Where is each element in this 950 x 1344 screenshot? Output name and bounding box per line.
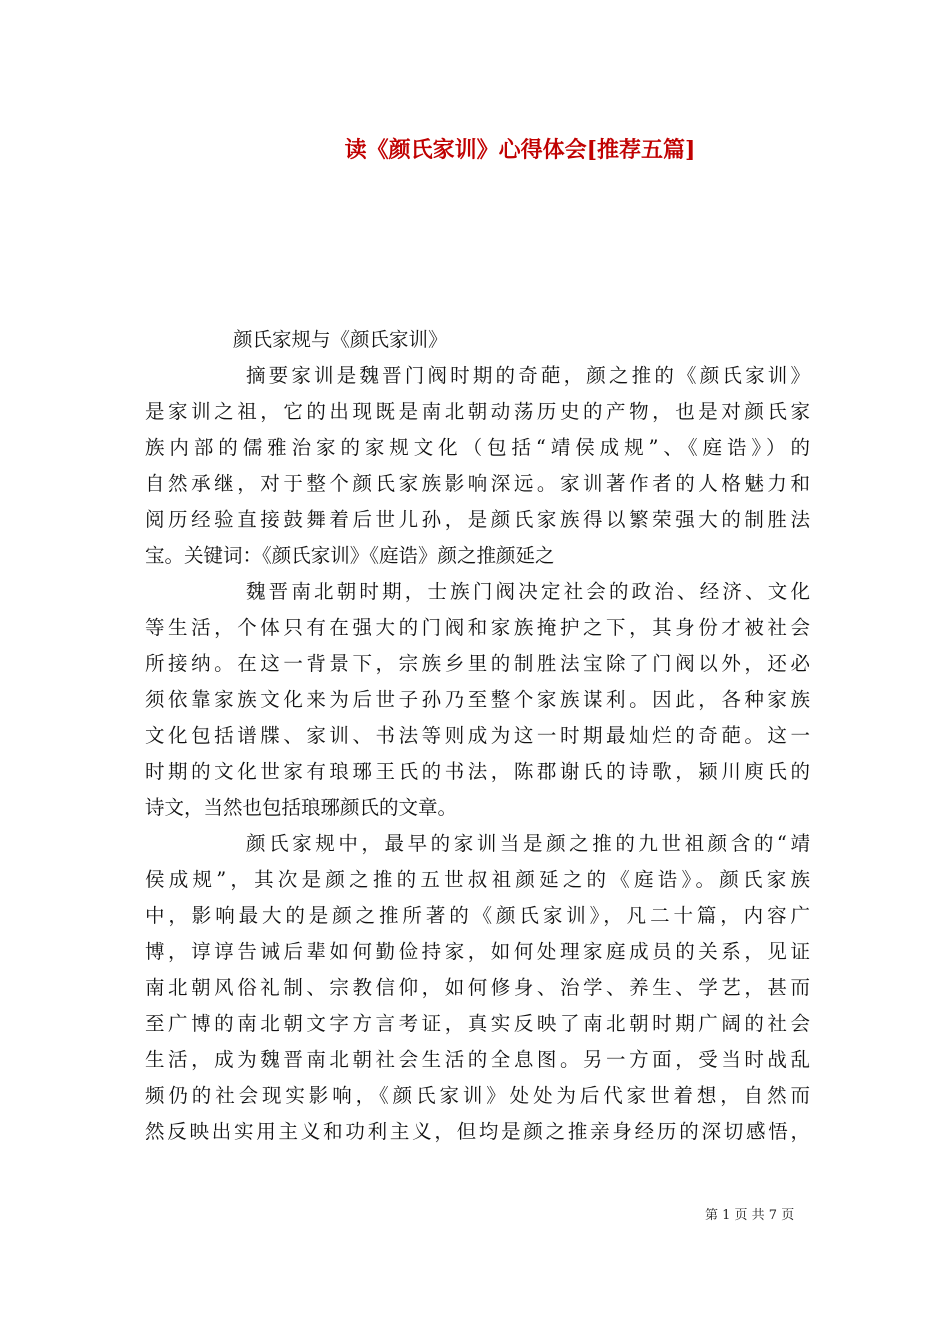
paragraph-line: 至广博的南北朝文字方言考证，真实反映了南北朝时期广阔的社会 [145, 1012, 810, 1035]
paragraph-line: 阅历经验直接鼓舞着后世儿孙，是颜氏家族得以繁荣强大的制胜法 [145, 508, 810, 531]
paragraph-line: 时期的文化世家有琅琊王氏的书法，陈郡谢氏的诗歌，颍川庾氏的 [145, 760, 810, 783]
paragraph-line: 文化包括谱牒、家训、书法等则成为这一时期最灿烂的奇葩。这一 [145, 724, 810, 747]
paragraph-line: 须依靠家族文化来为后世子孙乃至整个家族谋利。因此，各种家族 [145, 688, 810, 711]
paragraph-line: 族内部的儒雅治家的家规文化（包括“靖侯成规”、《庭诰》）的 [145, 436, 810, 459]
paragraph-line: 侯成规”，其次是颜之推的五世叔祖颜延之的《庭诰》。颜氏家族 [145, 868, 810, 891]
section-heading: 颜氏家规与《颜氏家训》 [233, 328, 448, 351]
paragraph-line: 中，影响最大的是颜之推所著的《颜氏家训》，凡二十篇，内容广 [145, 904, 810, 927]
paragraph-line: 诗文，当然也包括琅琊颜氏的文章。 [145, 796, 458, 819]
paragraph-line: 宝。关键词：《颜氏家训》《庭诰》颜之推颜延之 [145, 544, 555, 567]
document-body [145, 322, 810, 1150]
paragraph-line: 摘要家训是魏晋门阀时期的奇葩，颜之推的《颜氏家训》 [246, 364, 810, 387]
paragraph-line: 颜氏家规中，最早的家训当是颜之推的九世祖颜含的“靖 [246, 832, 810, 855]
paragraph-line: 魏晋南北朝时期，士族门阀决定社会的政治、经济、文化 [246, 580, 810, 603]
paragraph-line: 博，谆谆告诫后辈如何勤俭持家，如何处理家庭成员的关系，见证 [145, 940, 810, 963]
paragraph-line: 所接纳。在这一背景下，宗族乡里的制胜法宝除了门阀以外，还必 [145, 652, 810, 675]
paragraph-line: 然反映出实用主义和功利主义，但均是颜之推亲身经历的深切感悟， [145, 1120, 810, 1143]
paragraph-line: 自然承继，对于整个颜氏家族影响深远。家训著作者的人格魅力和 [145, 472, 810, 495]
paragraph-line: 频仍的社会现实影响，《颜氏家训》处处为后代家世着想，自然而 [145, 1084, 810, 1107]
page-number-footer: 第 1 页 共 7 页 [705, 1208, 795, 1223]
document-title: 读《颜氏家训》心得体会[推荐五篇] [344, 137, 696, 163]
paragraph-line: 生活，成为魏晋南北朝社会生活的全息图。另一方面，受当时战乱 [145, 1048, 810, 1071]
paragraph-line: 等生活，个体只有在强大的门阀和家族掩护之下，其身份才被社会 [145, 616, 810, 639]
paragraph-line: 南北朝风俗礼制、宗教信仰，如何修身、治学、养生、学艺，甚而 [145, 976, 810, 999]
paragraph-line: 是家训之祖，它的出现既是南北朝动荡历史的产物，也是对颜氏家 [145, 400, 810, 423]
